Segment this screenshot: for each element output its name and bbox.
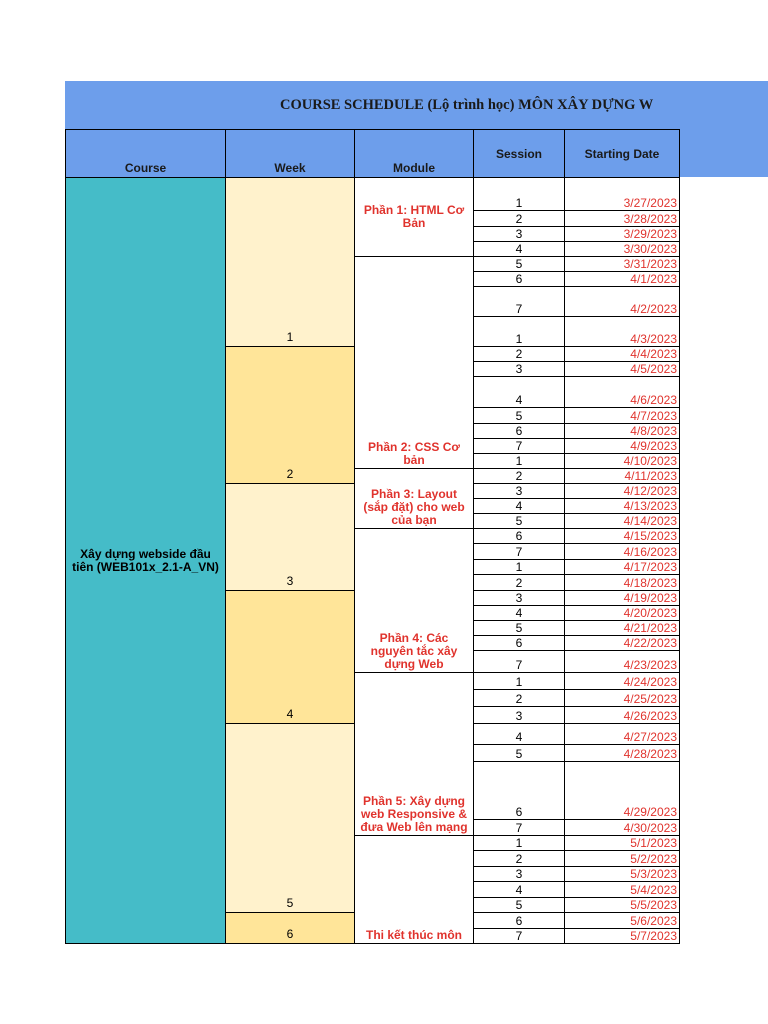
date-cell: 4/21/2023 — [565, 621, 680, 636]
session-cell: 7 — [474, 929, 565, 944]
date-cell: 4/25/2023 — [565, 690, 680, 707]
session-cell: 7 — [474, 820, 565, 836]
session-cell: 1 — [474, 317, 565, 347]
date-cell: 3/27/2023 — [565, 178, 680, 211]
session-cell: 2 — [474, 690, 565, 707]
date-cell: 5/3/2023 — [565, 867, 680, 882]
session-cell: 4 — [474, 242, 565, 257]
session-cell: 4 — [474, 606, 565, 621]
session-cell: 7 — [474, 651, 565, 673]
session-cell: 1 — [474, 836, 565, 851]
session-cell: 2 — [474, 347, 565, 362]
date-cell: 4/5/2023 — [565, 362, 680, 377]
session-cell: 1 — [474, 560, 565, 575]
header-row — [66, 130, 680, 178]
session-cell: 7 — [474, 544, 565, 560]
session-cell: 6 — [474, 636, 565, 651]
session-cell: 5 — [474, 898, 565, 913]
session-cell: 4 — [474, 377, 565, 408]
header-course: Course — [66, 130, 226, 178]
session-cell: 6 — [474, 762, 565, 820]
week-cell: 4 — [226, 591, 355, 724]
session-cell: 1 — [474, 673, 565, 690]
header-starting-date: Starting Date — [565, 130, 680, 178]
date-cell: 4/7/2023 — [565, 408, 680, 424]
date-cell: 4/8/2023 — [565, 424, 680, 439]
session-cell: 5 — [474, 257, 565, 272]
session-cell: 6 — [474, 424, 565, 439]
session-cell: 2 — [474, 469, 565, 484]
session-cell: 6 — [474, 913, 565, 929]
date-cell: 4/24/2023 — [565, 673, 680, 690]
page-title: COURSE SCHEDULE (Lộ trình học) MÔN XÂY DỰNG W — [280, 97, 654, 113]
session-cell: 4 — [474, 724, 565, 745]
session-cell: 3 — [474, 484, 565, 499]
module-cell: Phần 3: Layout (sắp đặt) cho web của bạn — [355, 469, 474, 529]
week-cell: 6 — [226, 913, 355, 944]
session-cell: 3 — [474, 227, 565, 242]
date-cell: 4/23/2023 — [565, 651, 680, 673]
week-cell: 2 — [226, 347, 355, 484]
module-cell: Phần 1: HTML Cơ Bản — [355, 178, 474, 257]
header-session: Session — [474, 130, 565, 178]
date-cell: 3/28/2023 — [565, 211, 680, 227]
session-cell: 5 — [474, 408, 565, 424]
session-cell: 4 — [474, 882, 565, 898]
date-cell: 4/29/2023 — [565, 762, 680, 820]
module-cell: Phần 5: Xây dựng web Responsive & đưa Web lên mạng — [355, 673, 474, 836]
session-cell: 6 — [474, 529, 565, 544]
module-cell: Phần 4: Các nguyên tắc xây dựng Web — [355, 529, 474, 673]
header-module: Module — [355, 130, 474, 178]
session-cell: 1 — [474, 178, 565, 211]
week-cell: 5 — [226, 724, 355, 913]
session-cell: 7 — [474, 287, 565, 317]
session-cell: 4 — [474, 499, 565, 514]
date-cell: 4/6/2023 — [565, 377, 680, 408]
date-cell: 4/15/2023 — [565, 529, 680, 544]
session-cell: 7 — [474, 439, 565, 454]
session-cell: 3 — [474, 362, 565, 377]
date-cell: 3/29/2023 — [565, 227, 680, 242]
header-week: Week — [226, 130, 355, 178]
date-cell: 3/31/2023 — [565, 257, 680, 272]
session-cell: 2 — [474, 851, 565, 867]
session-cell: 3 — [474, 591, 565, 606]
date-cell: 4/20/2023 — [565, 606, 680, 621]
date-cell: 4/12/2023 — [565, 484, 680, 499]
date-cell: 4/9/2023 — [565, 439, 680, 454]
date-cell: 4/1/2023 — [565, 272, 680, 287]
session-cell: 6 — [474, 272, 565, 287]
date-cell: 4/19/2023 — [565, 591, 680, 606]
date-cell: 4/28/2023 — [565, 745, 680, 762]
date-cell: 4/17/2023 — [565, 560, 680, 575]
session-cell: 2 — [474, 211, 565, 227]
date-cell: 4/27/2023 — [565, 724, 680, 745]
schedule-table — [65, 129, 680, 944]
session-cell: 5 — [474, 514, 565, 529]
date-cell: 4/30/2023 — [565, 820, 680, 836]
date-cell: 4/16/2023 — [565, 544, 680, 560]
header-extension — [679, 129, 768, 177]
date-cell: 3/30/2023 — [565, 242, 680, 257]
date-cell: 5/4/2023 — [565, 882, 680, 898]
week-cell: 3 — [226, 484, 355, 591]
table-row — [66, 178, 680, 211]
session-cell: 2 — [474, 575, 565, 591]
session-cell: 1 — [474, 454, 565, 469]
week-cell: 1 — [226, 178, 355, 347]
date-cell: 5/7/2023 — [565, 929, 680, 944]
module-cell: Thi kết thúc môn — [355, 836, 474, 944]
date-cell: 4/14/2023 — [565, 514, 680, 529]
session-cell: 3 — [474, 707, 565, 724]
course-cell: Xây dựng webside đầu tiên (WEB101x_2.1-A_VN) — [66, 178, 226, 944]
date-cell: 5/5/2023 — [565, 898, 680, 913]
date-cell: 4/3/2023 — [565, 317, 680, 347]
module-cell: Phần 2: CSS Cơ bản — [355, 257, 474, 469]
date-cell: 4/22/2023 — [565, 636, 680, 651]
date-cell: 5/6/2023 — [565, 913, 680, 929]
session-cell: 5 — [474, 745, 565, 762]
date-cell: 5/2/2023 — [565, 851, 680, 867]
date-cell: 4/10/2023 — [565, 454, 680, 469]
date-cell: 4/13/2023 — [565, 499, 680, 514]
date-cell: 4/4/2023 — [565, 347, 680, 362]
session-cell: 5 — [474, 621, 565, 636]
date-cell: 5/1/2023 — [565, 836, 680, 851]
date-cell: 4/2/2023 — [565, 287, 680, 317]
session-cell: 3 — [474, 867, 565, 882]
date-cell: 4/11/2023 — [565, 469, 680, 484]
date-cell: 4/26/2023 — [565, 707, 680, 724]
date-cell: 4/18/2023 — [565, 575, 680, 591]
